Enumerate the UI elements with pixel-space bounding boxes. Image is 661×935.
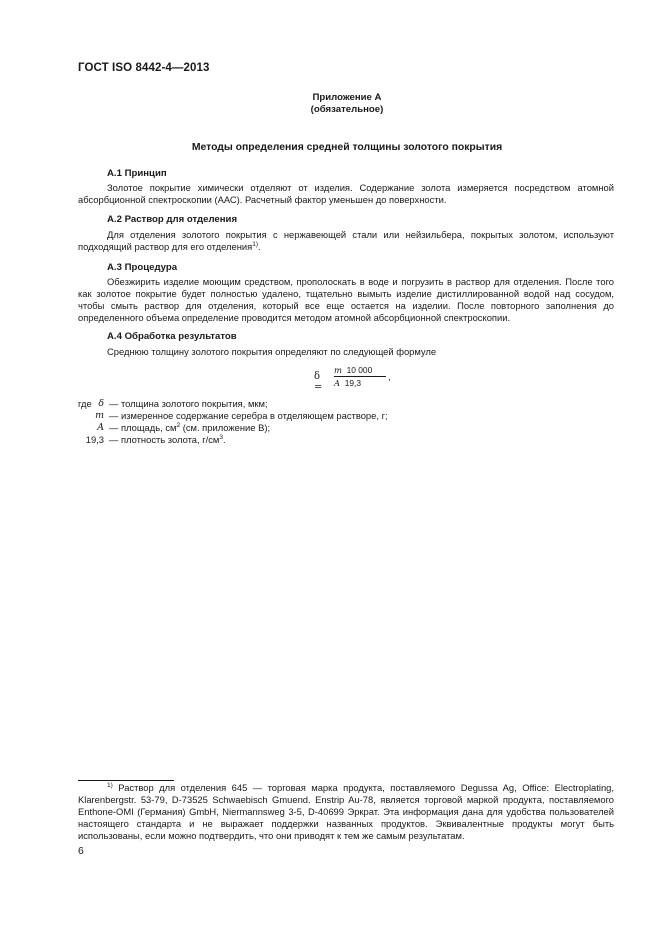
where-intro: где — [78, 398, 92, 409]
formula-numerator — [334, 365, 386, 375]
section-text-a3: Обезжирить изделие моющим средством, прополоскать в воде и погрузить в раствор для отделения. После того как золотое покрытие будет полностью удалено, тщательно вымыть изделие дистиллированной водой над сосудом, чтобы смыть раствор для отделения, который все еще остается на изделии. После повторного заполнения до определенного объема определение проводится методом атомной абсорбционной спектроскопии. — [78, 276, 614, 323]
section-heading-a3: А.3 Процедура — [107, 262, 178, 273]
standard-designation: ГОСТ ISO 8442-4—2013 — [78, 62, 210, 74]
annex-type: (обязательное) — [310, 104, 384, 115]
section-text-a1: Золотое покрытие химически отделяют от изделия. Содержание золота измеряется посредством атомной абсорбционной спектроскопии (ААС). Расчетный фактор уменьшен до поверхности. — [78, 182, 614, 205]
section-text-a2-end: . — [258, 241, 261, 252]
footnote-marker: 1) — [107, 782, 113, 789]
where-symbol-density: 19,3 — [85, 434, 104, 445]
footnote-separator — [78, 780, 174, 781]
where-def-a-tail: (см. приложение В); — [180, 422, 271, 433]
formula-den-const: 19,3 — [344, 378, 362, 388]
formula-denominator — [334, 378, 386, 388]
where-def-density-text: — плотность золота, г/см — [109, 434, 220, 445]
where-symbol-a: A — [97, 422, 104, 433]
where-def-delta: — толщина золотого покрытия, мкм; — [109, 398, 268, 409]
footnote-text: Раствор для отделения 645 — торговая марка продукта, поставляемого Degussa Ag, Office: Electroplating, Klarenbergstr. 53-79, D-73525 Schwaebisch Gmuend. Enstrip Au-78, является торговой маркой продукта, поставляемого Enthone-OMI (Германия) GmbH, Niermannsweg 3-5, D-40699 Эркрат. Эта информация дана для удобства пользователей настоящего стандарта и не выражает поддержки названных продуктов. Эквивалентные продукты могут быть использованы, если можно подтвердить, что они приводят к тем же самым результатам. — [78, 782, 614, 841]
formula-num-var: m — [334, 365, 342, 375]
where-def-m: — измеренное содержание серебра в отделяющем растворе, г; — [109, 410, 388, 421]
formula-comma: , — [388, 371, 391, 382]
section-text-a2-body: Для отделения золотого покрытия с нержавеющей стали или нейзильбера, покрытых золотом, используют подходящий раствор для его отделения — [78, 229, 614, 252]
footnote-ref: 1) — [252, 241, 258, 248]
document-title: Методы определения средней толщины золотого покрытия — [191, 142, 503, 153]
where-def-a — [109, 422, 270, 434]
formula-lhs: δ = — [314, 371, 323, 393]
where-def-a-text: — площадь, см — [109, 422, 177, 433]
section-text-a4: Среднюю толщину золотого покрытия определяют по следующей формуле — [107, 346, 437, 357]
where-symbol-delta: δ — [98, 398, 104, 409]
footnote — [78, 782, 614, 842]
page-number: 6 — [78, 846, 84, 857]
section-heading-a1: А.1 Принцип — [107, 168, 167, 179]
annex-title: Приложение А — [312, 92, 382, 103]
section-text-a2 — [78, 229, 614, 253]
formula-den-var: A — [334, 378, 341, 388]
where-symbol-m: m — [95, 410, 104, 421]
section-heading-a2: А.2 Раствор для отделения — [107, 214, 238, 225]
formula-num-const: 10 000 — [346, 365, 373, 375]
fraction-bar — [334, 376, 386, 377]
section-heading-a4: А.4 Обработка результатов — [107, 331, 237, 342]
where-def-a-sup: 2 — [176, 422, 181, 429]
where-def-density-tail: . — [222, 434, 226, 445]
where-def-density-sup: 3 — [219, 434, 223, 441]
variable-definitions — [0, 398, 661, 448]
where-def-density — [109, 434, 226, 446]
